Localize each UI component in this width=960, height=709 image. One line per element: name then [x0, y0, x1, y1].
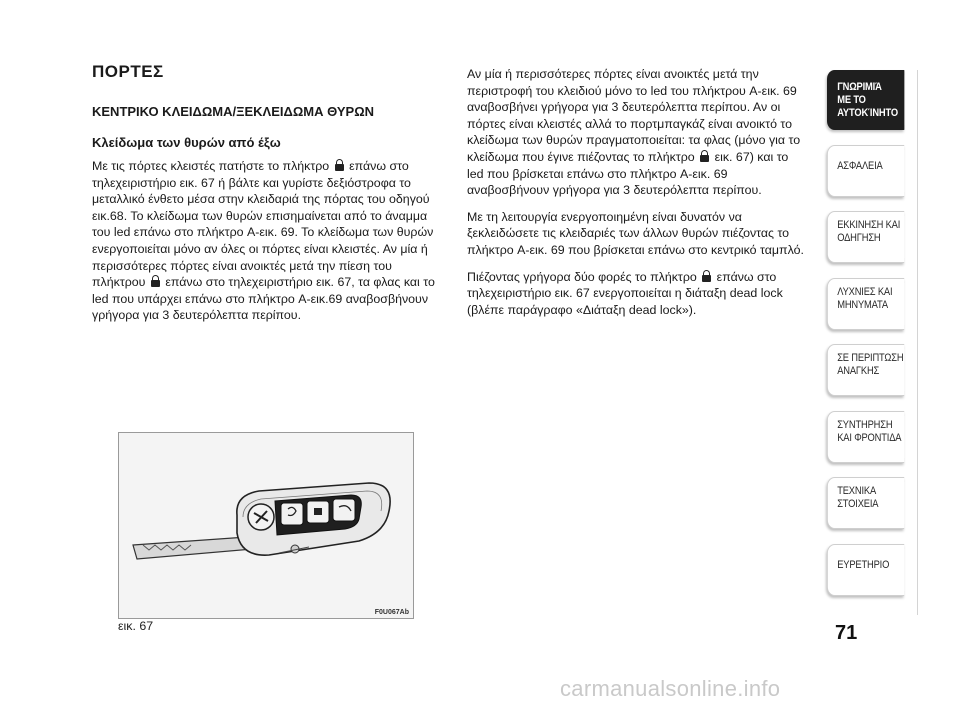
paragraph-dead-lock [467, 269, 807, 319]
figure-code: F0U067Ab [374, 609, 409, 616]
text-fragment: Με τις πόρτες κλειστές πατήστε το πλήκτρο [92, 159, 330, 173]
tab-label: ΑΝΑΓΚΗΣ [837, 365, 880, 377]
text-fragment: Αν μία ή περισσότερες πόρτες είναι ανοικτές μετά την περιστροφή του κλειδιού μόνο το led του πλήκτρου A-εικ. 69 αναβοσβήνει γρήγορα για 3 δευτερόλεπτα περίπου. Αν οι πόρτες είναι κλειστές αλλά το πορτμπαγκάζ είναι ανοικτό το κλείδωμα των θυρών πραγματοποιείται: τα φλας (μόνο για το κλείδωμα που έγινε πιέζοντας το πλήκτρο [467, 67, 801, 164]
tab-label: ΜΗΝΥΜΑΤΑ [837, 298, 888, 311]
lock-icon [700, 150, 709, 162]
paragraph-doors-open [467, 66, 807, 199]
tab-getting-to-know[interactable] [827, 70, 904, 130]
chapter-tabs [827, 70, 918, 610]
watermark-text: carmanualsonline.info [560, 676, 781, 701]
text-fragment: επάνω στο τηλεχειριστήριο εικ. 67 ή βάλτε και γυρίστε δεξιόστροφα το μεταλλικό ένθετο μέσα στην κλειδαριά της πόρτας του οδηγού εικ.68. Το κλείδωμα των θυρών επισημαίνεται από το άναμμα του led επάνω στο πλήκτρο A-εικ. 69. Το κλείδωμα των θυρών ενεργοποιείται μόνο αν όλες οι πόρτες είναι κλειστές. Αν μία ή περισσότερες πόρτες είναι ανοικτές μετά την πίεση του πλήκτρου [92, 159, 434, 290]
tab-label: ΑΥΤΟΚΊΝΗΤΟ [837, 107, 898, 119]
tab-label: ΣΕ ΠΕΡΙΠΤΩΣΗ [837, 352, 904, 364]
tab-label: ΕΥΡΕΤΗΡΙΟ [837, 558, 890, 571]
text-fragment: επάνω στο τηλεχειριστήριο εικ. 67, τα φλας και το led που υπάρχει επάνω στο πλήκτρο A-εικ.69 αναβοσβήνουν γρήγορα για 3 δευτερόλεπτα περίπου. [92, 275, 435, 323]
tab-label: ΛΥΧΝΙΕΣ ΚΑΙ [837, 285, 893, 298]
text-fragment: εικ. 67) και το led που βρίσκεται επάνω στο πλήκτρο A-εικ. 69 αναβοσβήνουν γρήγορα για 3 δευτερόλεπτα περίπου. [467, 149, 789, 198]
tab-maintenance[interactable] [827, 411, 904, 463]
paragraph-unlock-others: Με τη λειτουργία ενεργοποιημένη είναι δυνατόν να ξεκλειδώσετε τις κλειδαριές των άλλων θυρών πιέζοντας το πλήκτρο A-εικ. 69 που βρίσκεται επάνω στο κεντρικό ταμπλό. [467, 209, 804, 257]
section-title: ΠΟΡΤΕΣ [92, 62, 164, 81]
left-column [92, 62, 442, 334]
tab-starting-driving[interactable] [827, 211, 904, 263]
text-fragment: Πιέζοντας γρήγορα δύο φορές το πλήκτρο [467, 269, 697, 284]
tab-technical-data[interactable] [827, 477, 904, 529]
tab-label: ΤΕΧΝΙΚΑ [837, 485, 877, 497]
tab-safety[interactable] [827, 145, 904, 197]
figure-caption: εικ. 67 [118, 619, 154, 633]
remote-key-illustration [119, 433, 413, 618]
tab-label: ΜΕ ΤΟ [837, 94, 866, 106]
paragraph-lock-outside [92, 158, 442, 324]
tab-label: ΚΑΙ ΦΡΟΝΤΙΔΑ [837, 431, 902, 444]
tab-warning-lights[interactable] [827, 278, 904, 330]
page-number: 71 [835, 622, 858, 644]
tab-label: ΟΔΗΓΗΣΗ [837, 232, 881, 244]
text-fragment: επάνω στο τηλεχειριστήριο εικ. 67 ενεργοποιείται η διάταξη dead lock (βλέπε παράγραφο «Διάταξη dead lock»). [467, 269, 783, 317]
lock-icon [151, 275, 160, 287]
tab-emergency[interactable] [827, 344, 904, 396]
subsection-title: ΚΕΝΤΡΙΚΟ ΚΛΕΙΔΩΜΑ/ΞΕΚΛΕΙΔΩΜΑ ΘΥΡΩΝ [92, 104, 375, 119]
tab-label: ΓΝΩΡΙΜΙΆ [837, 81, 882, 93]
tab-label: ΑΣΦΑΛΕΙΑ [837, 159, 883, 172]
tab-index[interactable] [827, 544, 904, 596]
lock-icon [702, 270, 711, 282]
tab-label: ΕΚΚΙΝΗΣΗ ΚΑΙ [837, 219, 901, 231]
lock-icon [335, 159, 344, 171]
sub-subsection-title: Κλείδωμα των θυρών από έξω [92, 135, 281, 150]
key-figure [118, 432, 414, 619]
tab-label: ΣΤΟΙΧΕΙΑ [837, 498, 879, 510]
right-column [467, 66, 807, 328]
tab-label: ΣΥΝΤΗΡΗΣΗ [837, 418, 893, 431]
